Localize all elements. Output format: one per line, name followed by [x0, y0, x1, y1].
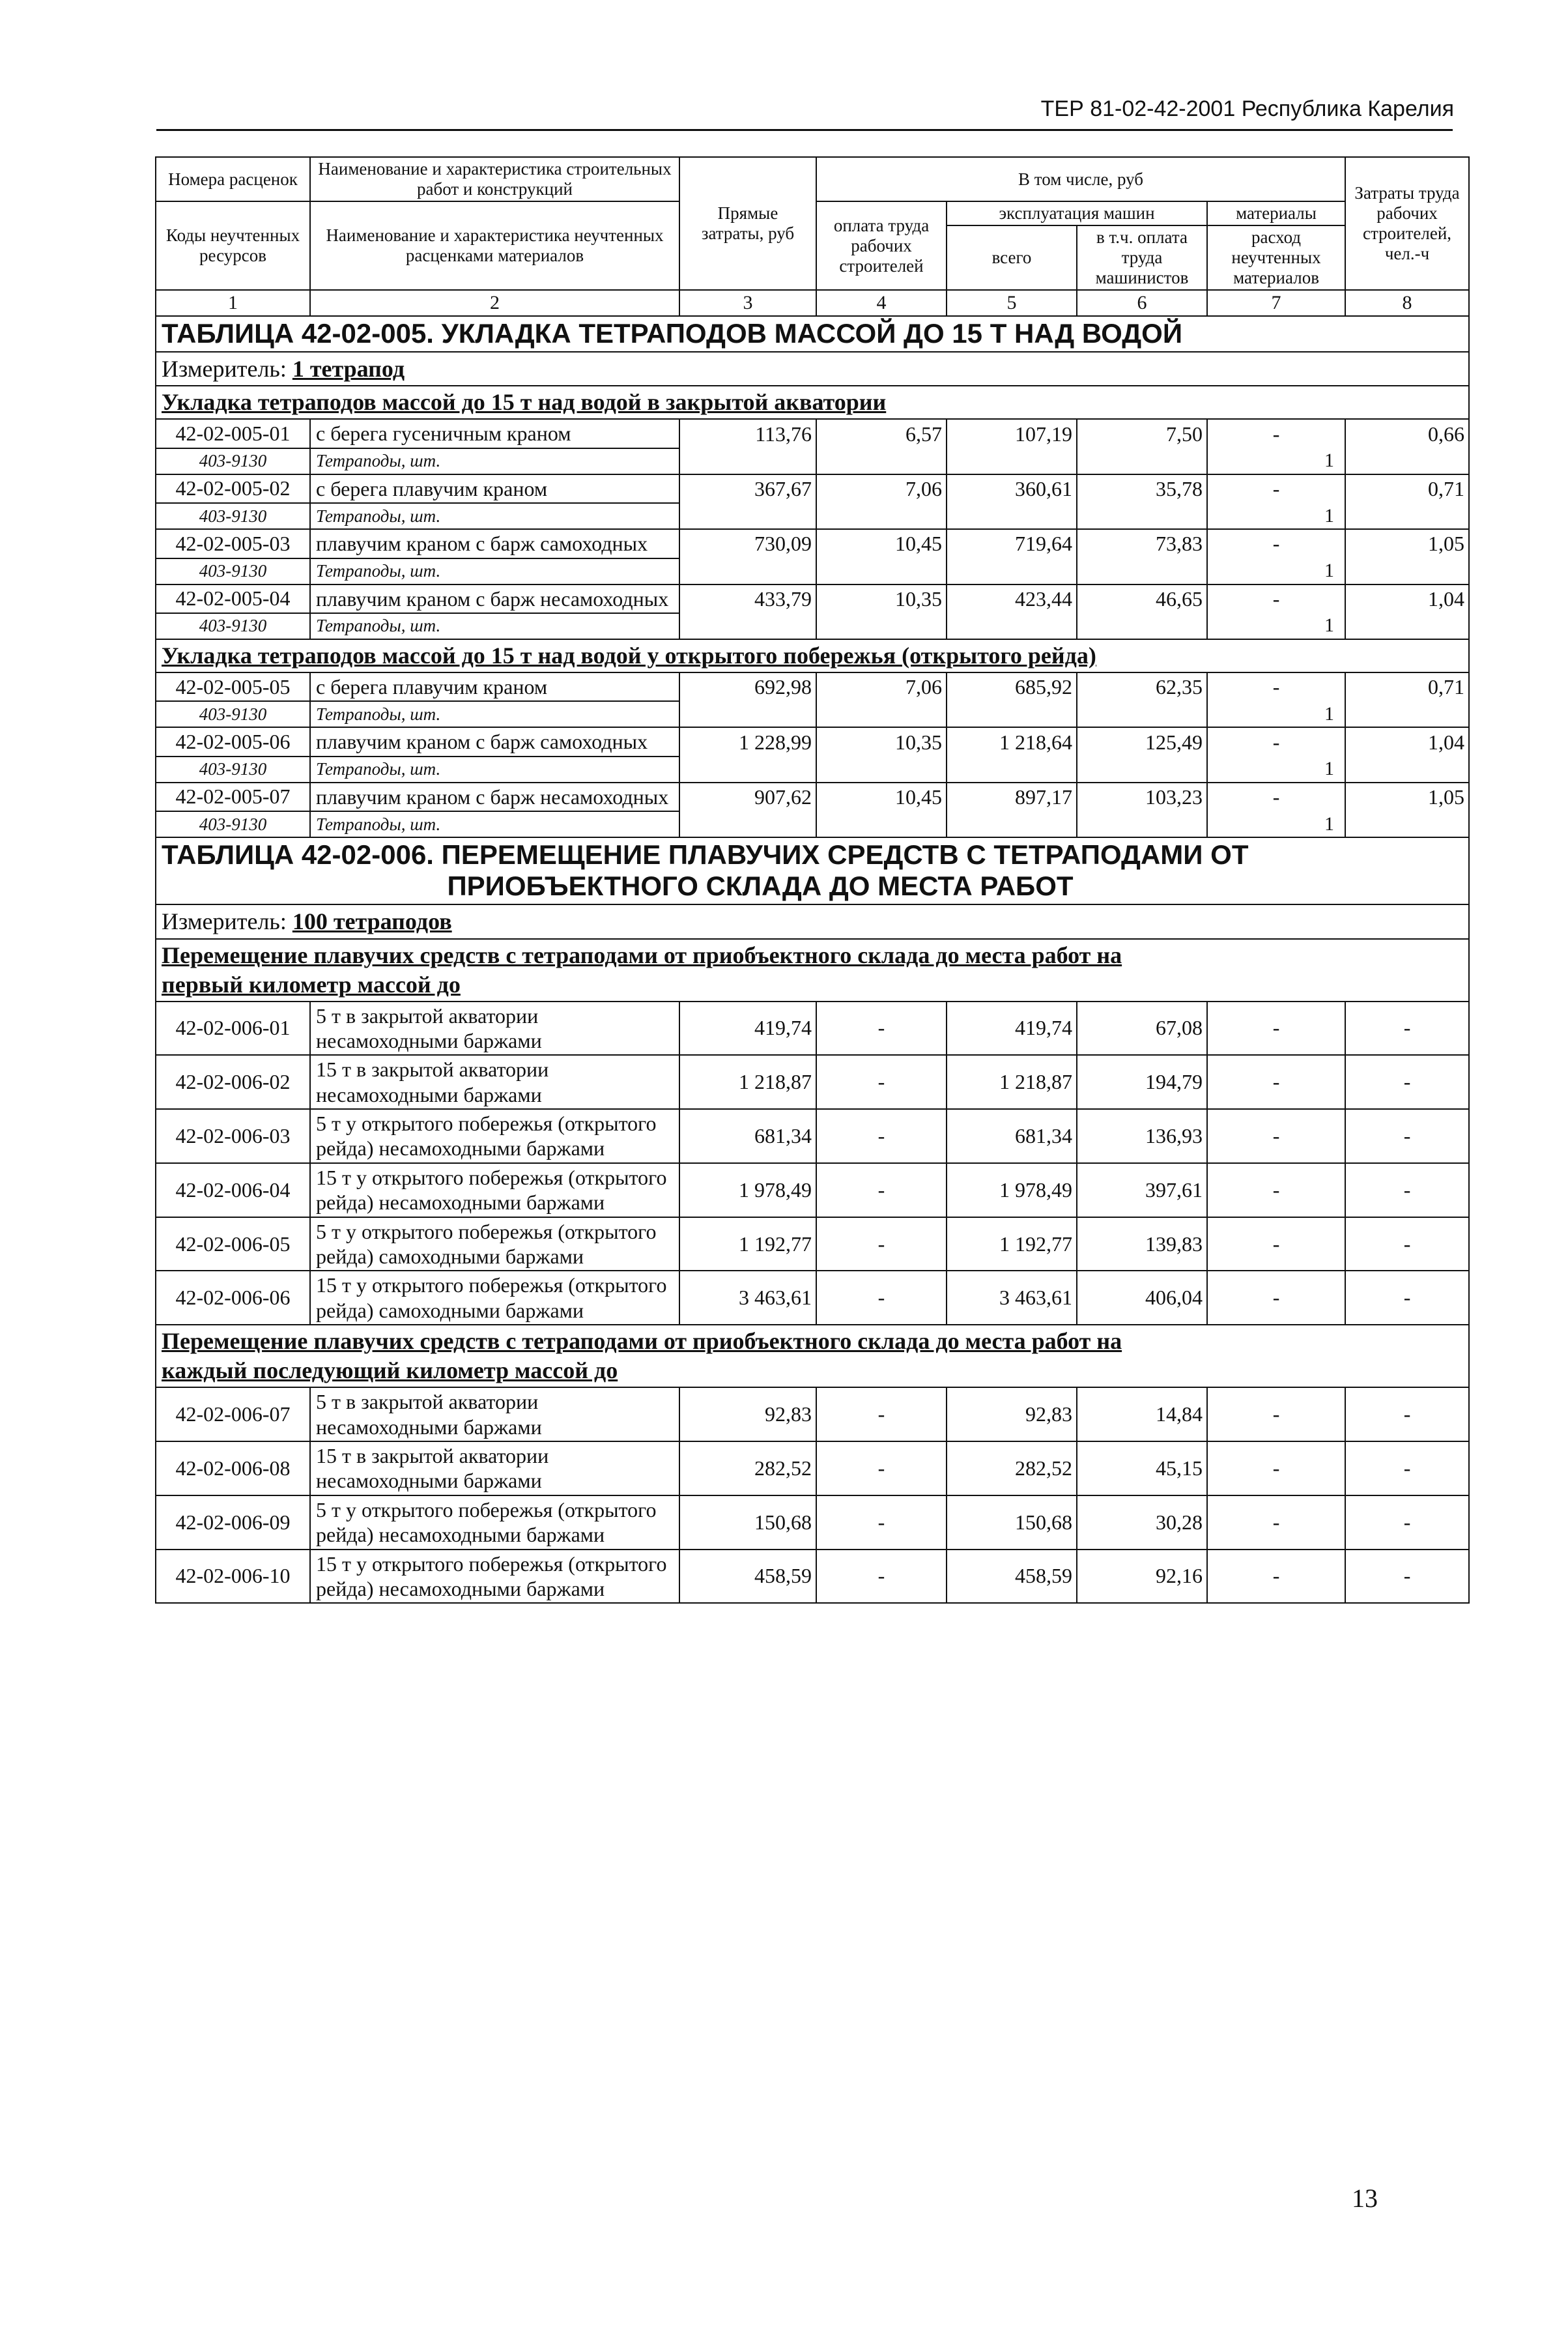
- rate-mach: 360,61: [947, 474, 1077, 503]
- empty-cell: [816, 503, 947, 529]
- resource-code: 403-9130: [156, 701, 310, 727]
- colnum-3: 3: [679, 290, 816, 316]
- rate-mat: -: [1207, 584, 1345, 613]
- empty-cell: [1077, 811, 1207, 837]
- rate-mach: 719,64: [947, 529, 1077, 558]
- rate-hours: 1,05: [1345, 529, 1469, 558]
- colnum-8: 8: [1345, 290, 1469, 316]
- rate-labor: -: [816, 1109, 947, 1163]
- empty-cell: [1077, 701, 1207, 727]
- rate-hours: 0,66: [1345, 419, 1469, 448]
- rate-code: 42-02-006-09: [156, 1495, 310, 1550]
- rate-mach-labor: 46,65: [1077, 584, 1207, 613]
- empty-cell: [816, 448, 947, 474]
- resource-code: 403-9130: [156, 757, 310, 783]
- empty-cell: [947, 757, 1077, 783]
- rate-labor: 10,35: [816, 584, 947, 613]
- rate-mat: -: [1207, 672, 1345, 701]
- rate-direct: 1 192,77: [679, 1217, 816, 1271]
- rate-row: [156, 1109, 1469, 1163]
- rate-code: 42-02-006-05: [156, 1217, 310, 1271]
- rate-hours: 1,04: [1345, 584, 1469, 613]
- rate-row: [156, 1495, 1469, 1550]
- resource-qty: 1: [1207, 448, 1345, 474]
- rate-direct: 282,52: [679, 1441, 816, 1495]
- rate-code: 42-02-006-04: [156, 1163, 310, 1217]
- resource-row: [156, 448, 1469, 474]
- header-col1-bottom: Коды неучтенных ресурсов: [156, 201, 310, 290]
- rate-hours: -: [1345, 1055, 1469, 1109]
- rate-mach-labor: 136,93: [1077, 1109, 1207, 1163]
- rate-mat: -: [1207, 419, 1345, 448]
- rate-mach: 681,34: [947, 1109, 1077, 1163]
- rate-name: 5 т у открытого побережья (открытого рейда) самоходными баржами: [310, 1217, 679, 1271]
- rate-direct: 113,76: [679, 419, 816, 448]
- rate-labor: -: [816, 1550, 947, 1604]
- rate-mach-labor: 103,23: [1077, 783, 1207, 811]
- header-col4: оплата труда рабочих строителей: [816, 201, 947, 290]
- colnum-1: 1: [156, 290, 310, 316]
- header-col3: Прямые затраты, руб: [679, 157, 816, 290]
- rate-mat: -: [1207, 1495, 1345, 1550]
- rate-mach: 3 463,61: [947, 1271, 1077, 1325]
- rate-row: [156, 584, 1469, 613]
- rate-name: 5 т в закрытой акватории несамоходными баржами: [310, 1002, 679, 1056]
- rate-code: 42-02-006-07: [156, 1387, 310, 1441]
- rate-code: 42-02-005-02: [156, 474, 310, 503]
- rate-name: 5 т в закрытой акватории несамоходными баржами: [310, 1387, 679, 1441]
- rate-direct: 1 978,49: [679, 1163, 816, 1217]
- resource-qty: 1: [1207, 613, 1345, 639]
- rate-direct: 692,98: [679, 672, 816, 701]
- rate-row: [156, 727, 1469, 756]
- empty-cell: [947, 448, 1077, 474]
- meter-value: 100 тетраподов: [292, 908, 452, 934]
- rate-row: [156, 672, 1469, 701]
- rate-labor: 10,45: [816, 783, 947, 811]
- section-title: [156, 837, 1469, 904]
- rate-direct: 907,62: [679, 783, 816, 811]
- rate-mach-labor: 45,15: [1077, 1441, 1207, 1495]
- rate-row: [156, 1441, 1469, 1495]
- rate-mach-labor: 194,79: [1077, 1055, 1207, 1109]
- table-title-line: ПРИОБЪЕКТНОГО СКЛАДА ДО МЕСТА РАБОТ: [447, 871, 1074, 902]
- rate-labor: 10,35: [816, 727, 947, 756]
- rate-code: 42-02-005-06: [156, 727, 310, 756]
- resource-row: [156, 613, 1469, 639]
- rate-row: [156, 529, 1469, 558]
- rate-mat: -: [1207, 1002, 1345, 1056]
- empty-cell: [1077, 503, 1207, 529]
- rate-labor: -: [816, 1055, 947, 1109]
- rate-code: 42-02-006-06: [156, 1271, 310, 1325]
- subhead-row: [156, 386, 1469, 419]
- rate-mach: 1 218,87: [947, 1055, 1077, 1109]
- subhead-line: первый километр массой до: [162, 971, 461, 998]
- colnum-2: 2: [310, 290, 679, 316]
- table-title-line: ТАБЛИЦА 42-02-006. ПЕРЕМЕЩЕНИЕ ПЛАВУЧИХ СРЕДСТВ С ТЕТРАПОДАМИ ОТ: [162, 839, 1249, 871]
- rate-name: плавучим краном с барж самоходных: [310, 529, 679, 558]
- rate-name: 15 т у открытого побережья (открытого рейда) несамоходными баржами: [310, 1550, 679, 1604]
- empty-cell: [1345, 701, 1469, 727]
- rate-hours: -: [1345, 1441, 1469, 1495]
- header-col1-top: Номера расценок: [156, 157, 310, 201]
- rate-hours: -: [1345, 1163, 1469, 1217]
- subhead-line: Укладка тетраподов массой до 15 т над водой в закрытой акватории: [162, 389, 887, 416]
- colnum-4: 4: [816, 290, 947, 316]
- rate-code: 42-02-006-01: [156, 1002, 310, 1056]
- rate-mach-labor: 62,35: [1077, 672, 1207, 701]
- rate-code: 42-02-005-03: [156, 529, 310, 558]
- meter-row: [156, 352, 1469, 386]
- rate-row: [156, 1055, 1469, 1109]
- rate-labor: -: [816, 1217, 947, 1271]
- rate-labor: -: [816, 1002, 947, 1056]
- empty-cell: [816, 701, 947, 727]
- header-group: В том числе, руб: [816, 157, 1345, 201]
- rate-name: 5 т у открытого побережья (открытого рейда) несамоходными баржами: [310, 1495, 679, 1550]
- rate-labor: -: [816, 1163, 947, 1217]
- empty-cell: [1077, 448, 1207, 474]
- rate-direct: 681,34: [679, 1109, 816, 1163]
- rate-direct: 3 463,61: [679, 1271, 816, 1325]
- rate-name: 5 т у открытого побережья (открытого рейда) несамоходными баржами: [310, 1109, 679, 1163]
- rate-labor: 7,06: [816, 672, 947, 701]
- rate-mach: 1 978,49: [947, 1163, 1077, 1217]
- rate-hours: -: [1345, 1550, 1469, 1604]
- rate-code: 42-02-005-04: [156, 584, 310, 613]
- empty-cell: [816, 613, 947, 639]
- rate-hours: -: [1345, 1271, 1469, 1325]
- rate-mach-labor: 14,84: [1077, 1387, 1207, 1441]
- resource-name: Тетраподы, шт.: [310, 811, 679, 837]
- subhead-line: Укладка тетраподов массой до 15 т над водой у открытого побережья (открытого рейда): [162, 642, 1096, 669]
- resource-qty: 1: [1207, 558, 1345, 584]
- rates-sheet: [155, 156, 1468, 1604]
- resource-name: Тетраподы, шт.: [310, 503, 679, 529]
- rate-mat: -: [1207, 1387, 1345, 1441]
- rate-direct: 367,67: [679, 474, 816, 503]
- rate-row: [156, 1550, 1469, 1604]
- empty-cell: [679, 811, 816, 837]
- rate-mach: 92,83: [947, 1387, 1077, 1441]
- rate-row: [156, 1387, 1469, 1441]
- subhead-line: каждый последующий километр массой до: [162, 1357, 618, 1384]
- resource-code: 403-9130: [156, 558, 310, 584]
- rate-labor: 10,45: [816, 529, 947, 558]
- colnum-5: 5: [947, 290, 1077, 316]
- rate-mat: -: [1207, 1109, 1345, 1163]
- rate-name: с берега гусеничным краном: [310, 419, 679, 448]
- resource-row: [156, 701, 1469, 727]
- resource-qty: 1: [1207, 503, 1345, 529]
- resource-name: Тетраподы, шт.: [310, 701, 679, 727]
- rate-direct: 419,74: [679, 1002, 816, 1056]
- rate-code: 42-02-005-01: [156, 419, 310, 448]
- rate-mach: 1 218,64: [947, 727, 1077, 756]
- header-rule: [156, 129, 1453, 131]
- rate-mach-labor: 67,08: [1077, 1002, 1207, 1056]
- subhead-row: [156, 1325, 1469, 1387]
- rate-mach-labor: 7,50: [1077, 419, 1207, 448]
- header-col7: расход неучтенных материалов: [1207, 225, 1345, 290]
- page-number: 13: [1352, 2184, 1378, 2213]
- rate-mat: -: [1207, 474, 1345, 503]
- resource-row: [156, 757, 1469, 783]
- rate-name: 15 т у открытого побережья (открытого рейда) самоходными баржами: [310, 1271, 679, 1325]
- empty-cell: [1345, 448, 1469, 474]
- header-col2-bottom: Наименование и характеристика неучтенных расценками материалов: [310, 201, 679, 290]
- empty-cell: [947, 613, 1077, 639]
- rate-code: 42-02-005-05: [156, 672, 310, 701]
- empty-cell: [947, 811, 1077, 837]
- meter-row: [156, 904, 1469, 939]
- header-col2-top: Наименование и характеристика строительных работ и конструкций: [310, 157, 679, 201]
- resource-code: 403-9130: [156, 811, 310, 837]
- rate-mach: 458,59: [947, 1550, 1077, 1604]
- resource-row: [156, 811, 1469, 837]
- subhead-row: [156, 639, 1469, 672]
- rate-labor: -: [816, 1495, 947, 1550]
- rate-labor: -: [816, 1271, 947, 1325]
- rate-mach-labor: 406,04: [1077, 1271, 1207, 1325]
- empty-cell: [947, 503, 1077, 529]
- meter-label: Измеритель:: [162, 908, 287, 934]
- colnum-7: 7: [1207, 290, 1345, 316]
- empty-cell: [679, 448, 816, 474]
- header-col6: в т.ч. оплата труда машинистов: [1077, 225, 1207, 290]
- rate-name: плавучим краном с барж самоходных: [310, 727, 679, 756]
- subhead: [156, 1325, 1469, 1387]
- empty-cell: [1345, 811, 1469, 837]
- resource-name: Тетраподы, шт.: [310, 613, 679, 639]
- rate-direct: 1 228,99: [679, 727, 816, 756]
- empty-cell: [1077, 613, 1207, 639]
- page-header: ТЕР 81-02-42-2001 Республика Карелия: [1040, 96, 1454, 121]
- rate-name: плавучим краном с барж несамоходных: [310, 584, 679, 613]
- table-title: [156, 837, 1469, 904]
- rate-row: [156, 783, 1469, 811]
- resource-name: Тетраподы, шт.: [310, 757, 679, 783]
- rate-mat: -: [1207, 783, 1345, 811]
- rate-mach: 107,19: [947, 419, 1077, 448]
- resource-row: [156, 558, 1469, 584]
- subhead: [156, 639, 1469, 672]
- resource-code: 403-9130: [156, 448, 310, 474]
- rates-table: [155, 156, 1470, 1604]
- header-exploit: эксплуатация машин: [947, 201, 1207, 225]
- rate-hours: -: [1345, 1387, 1469, 1441]
- colnum-6: 6: [1077, 290, 1207, 316]
- rate-labor: -: [816, 1387, 947, 1441]
- rate-mach-labor: 139,83: [1077, 1217, 1207, 1271]
- rate-direct: 433,79: [679, 584, 816, 613]
- subhead-line: Перемещение плавучих средств с тетраподами от приобъектного склада до места работ на: [162, 942, 1122, 968]
- rate-mat: -: [1207, 1217, 1345, 1271]
- resource-qty: 1: [1207, 757, 1345, 783]
- rate-mach-labor: 125,49: [1077, 727, 1207, 756]
- rate-direct: 150,68: [679, 1495, 816, 1550]
- rate-hours: -: [1345, 1109, 1469, 1163]
- rate-mach-labor: 92,16: [1077, 1550, 1207, 1604]
- rate-hours: 0,71: [1345, 474, 1469, 503]
- empty-cell: [679, 503, 816, 529]
- rate-hours: 1,04: [1345, 727, 1469, 756]
- rate-direct: 92,83: [679, 1387, 816, 1441]
- rate-row: [156, 474, 1469, 503]
- rate-mat: -: [1207, 1163, 1345, 1217]
- rate-hours: 1,05: [1345, 783, 1469, 811]
- rate-row: [156, 1271, 1469, 1325]
- empty-cell: [679, 757, 816, 783]
- rate-name: с берега плавучим краном: [310, 672, 679, 701]
- rate-mach: 419,74: [947, 1002, 1077, 1056]
- rate-labor: 6,57: [816, 419, 947, 448]
- rate-mat: -: [1207, 1271, 1345, 1325]
- rate-mach: 423,44: [947, 584, 1077, 613]
- rate-name: 15 т у открытого побережья (открытого рейда) несамоходными баржами: [310, 1163, 679, 1217]
- empty-cell: [1077, 558, 1207, 584]
- rate-mach: 685,92: [947, 672, 1077, 701]
- meter: [156, 904, 1469, 939]
- section-title: [156, 316, 1469, 351]
- rate-labor: 7,06: [816, 474, 947, 503]
- empty-cell: [816, 811, 947, 837]
- rate-mat: -: [1207, 1441, 1345, 1495]
- subhead: [156, 386, 1469, 419]
- rate-mat: -: [1207, 1550, 1345, 1604]
- rate-mat: -: [1207, 727, 1345, 756]
- rate-mat: -: [1207, 1055, 1345, 1109]
- rate-mach: 1 192,77: [947, 1217, 1077, 1271]
- rate-hours: -: [1345, 1495, 1469, 1550]
- rate-code: 42-02-006-03: [156, 1109, 310, 1163]
- empty-cell: [1077, 757, 1207, 783]
- empty-cell: [1345, 558, 1469, 584]
- empty-cell: [816, 558, 947, 584]
- rate-mach-labor: 73,83: [1077, 529, 1207, 558]
- empty-cell: [679, 613, 816, 639]
- empty-cell: [1345, 503, 1469, 529]
- empty-cell: [816, 757, 947, 783]
- subhead-row: [156, 939, 1469, 1002]
- rate-row: [156, 1002, 1469, 1056]
- empty-cell: [1345, 613, 1469, 639]
- resource-name: Тетраподы, шт.: [310, 558, 679, 584]
- meter: [156, 352, 1469, 386]
- resource-row: [156, 503, 1469, 529]
- empty-cell: [947, 558, 1077, 584]
- resource-name: Тетраподы, шт.: [310, 448, 679, 474]
- rate-direct: 730,09: [679, 529, 816, 558]
- rate-hours: -: [1345, 1002, 1469, 1056]
- rate-mach-labor: 30,28: [1077, 1495, 1207, 1550]
- meter-value: 1 тетрапод: [292, 355, 405, 382]
- rate-name: плавучим краном с барж несамоходных: [310, 783, 679, 811]
- rate-row: [156, 419, 1469, 448]
- rate-direct: 458,59: [679, 1550, 816, 1604]
- table-title-line: ТАБЛИЦА 42-02-005. УКЛАДКА ТЕТРАПОДОВ МАССОЙ ДО 15 Т НАД ВОДОЙ: [162, 318, 1183, 349]
- resource-code: 403-9130: [156, 613, 310, 639]
- resource-code: 403-9130: [156, 503, 310, 529]
- resource-qty: 1: [1207, 811, 1345, 837]
- empty-cell: [679, 701, 816, 727]
- rate-mach-labor: 397,61: [1077, 1163, 1207, 1217]
- rate-hours: -: [1345, 1217, 1469, 1271]
- rate-direct: 1 218,87: [679, 1055, 816, 1109]
- rate-row: [156, 1217, 1469, 1271]
- rate-code: 42-02-006-02: [156, 1055, 310, 1109]
- rate-mach: 897,17: [947, 783, 1077, 811]
- rate-mach-labor: 35,78: [1077, 474, 1207, 503]
- rate-mach: 150,68: [947, 1495, 1077, 1550]
- header-col8: Затраты труда рабочих строителей, чел.-ч: [1345, 157, 1469, 290]
- rate-code: 42-02-006-08: [156, 1441, 310, 1495]
- resource-qty: 1: [1207, 701, 1345, 727]
- rate-code: 42-02-006-10: [156, 1550, 310, 1604]
- rate-name: с берега плавучим краном: [310, 474, 679, 503]
- rate-labor: -: [816, 1441, 947, 1495]
- rate-mat: -: [1207, 529, 1345, 558]
- rate-mach: 282,52: [947, 1441, 1077, 1495]
- header-col5: всего: [947, 225, 1077, 290]
- rate-row: [156, 1163, 1469, 1217]
- empty-cell: [679, 558, 816, 584]
- empty-cell: [947, 701, 1077, 727]
- table-title: [156, 316, 1469, 351]
- rate-name: 15 т в закрытой акватории несамоходными баржами: [310, 1055, 679, 1109]
- empty-cell: [1345, 757, 1469, 783]
- subhead: [156, 939, 1469, 1002]
- header-materials: материалы: [1207, 201, 1345, 225]
- rate-code: 42-02-005-07: [156, 783, 310, 811]
- subhead-line: Перемещение плавучих средств с тетраподами от приобъектного склада до места работ на: [162, 1328, 1122, 1355]
- rate-name: 15 т в закрытой акватории несамоходными баржами: [310, 1441, 679, 1495]
- meter-label: Измеритель:: [162, 355, 287, 382]
- rate-hours: 0,71: [1345, 672, 1469, 701]
